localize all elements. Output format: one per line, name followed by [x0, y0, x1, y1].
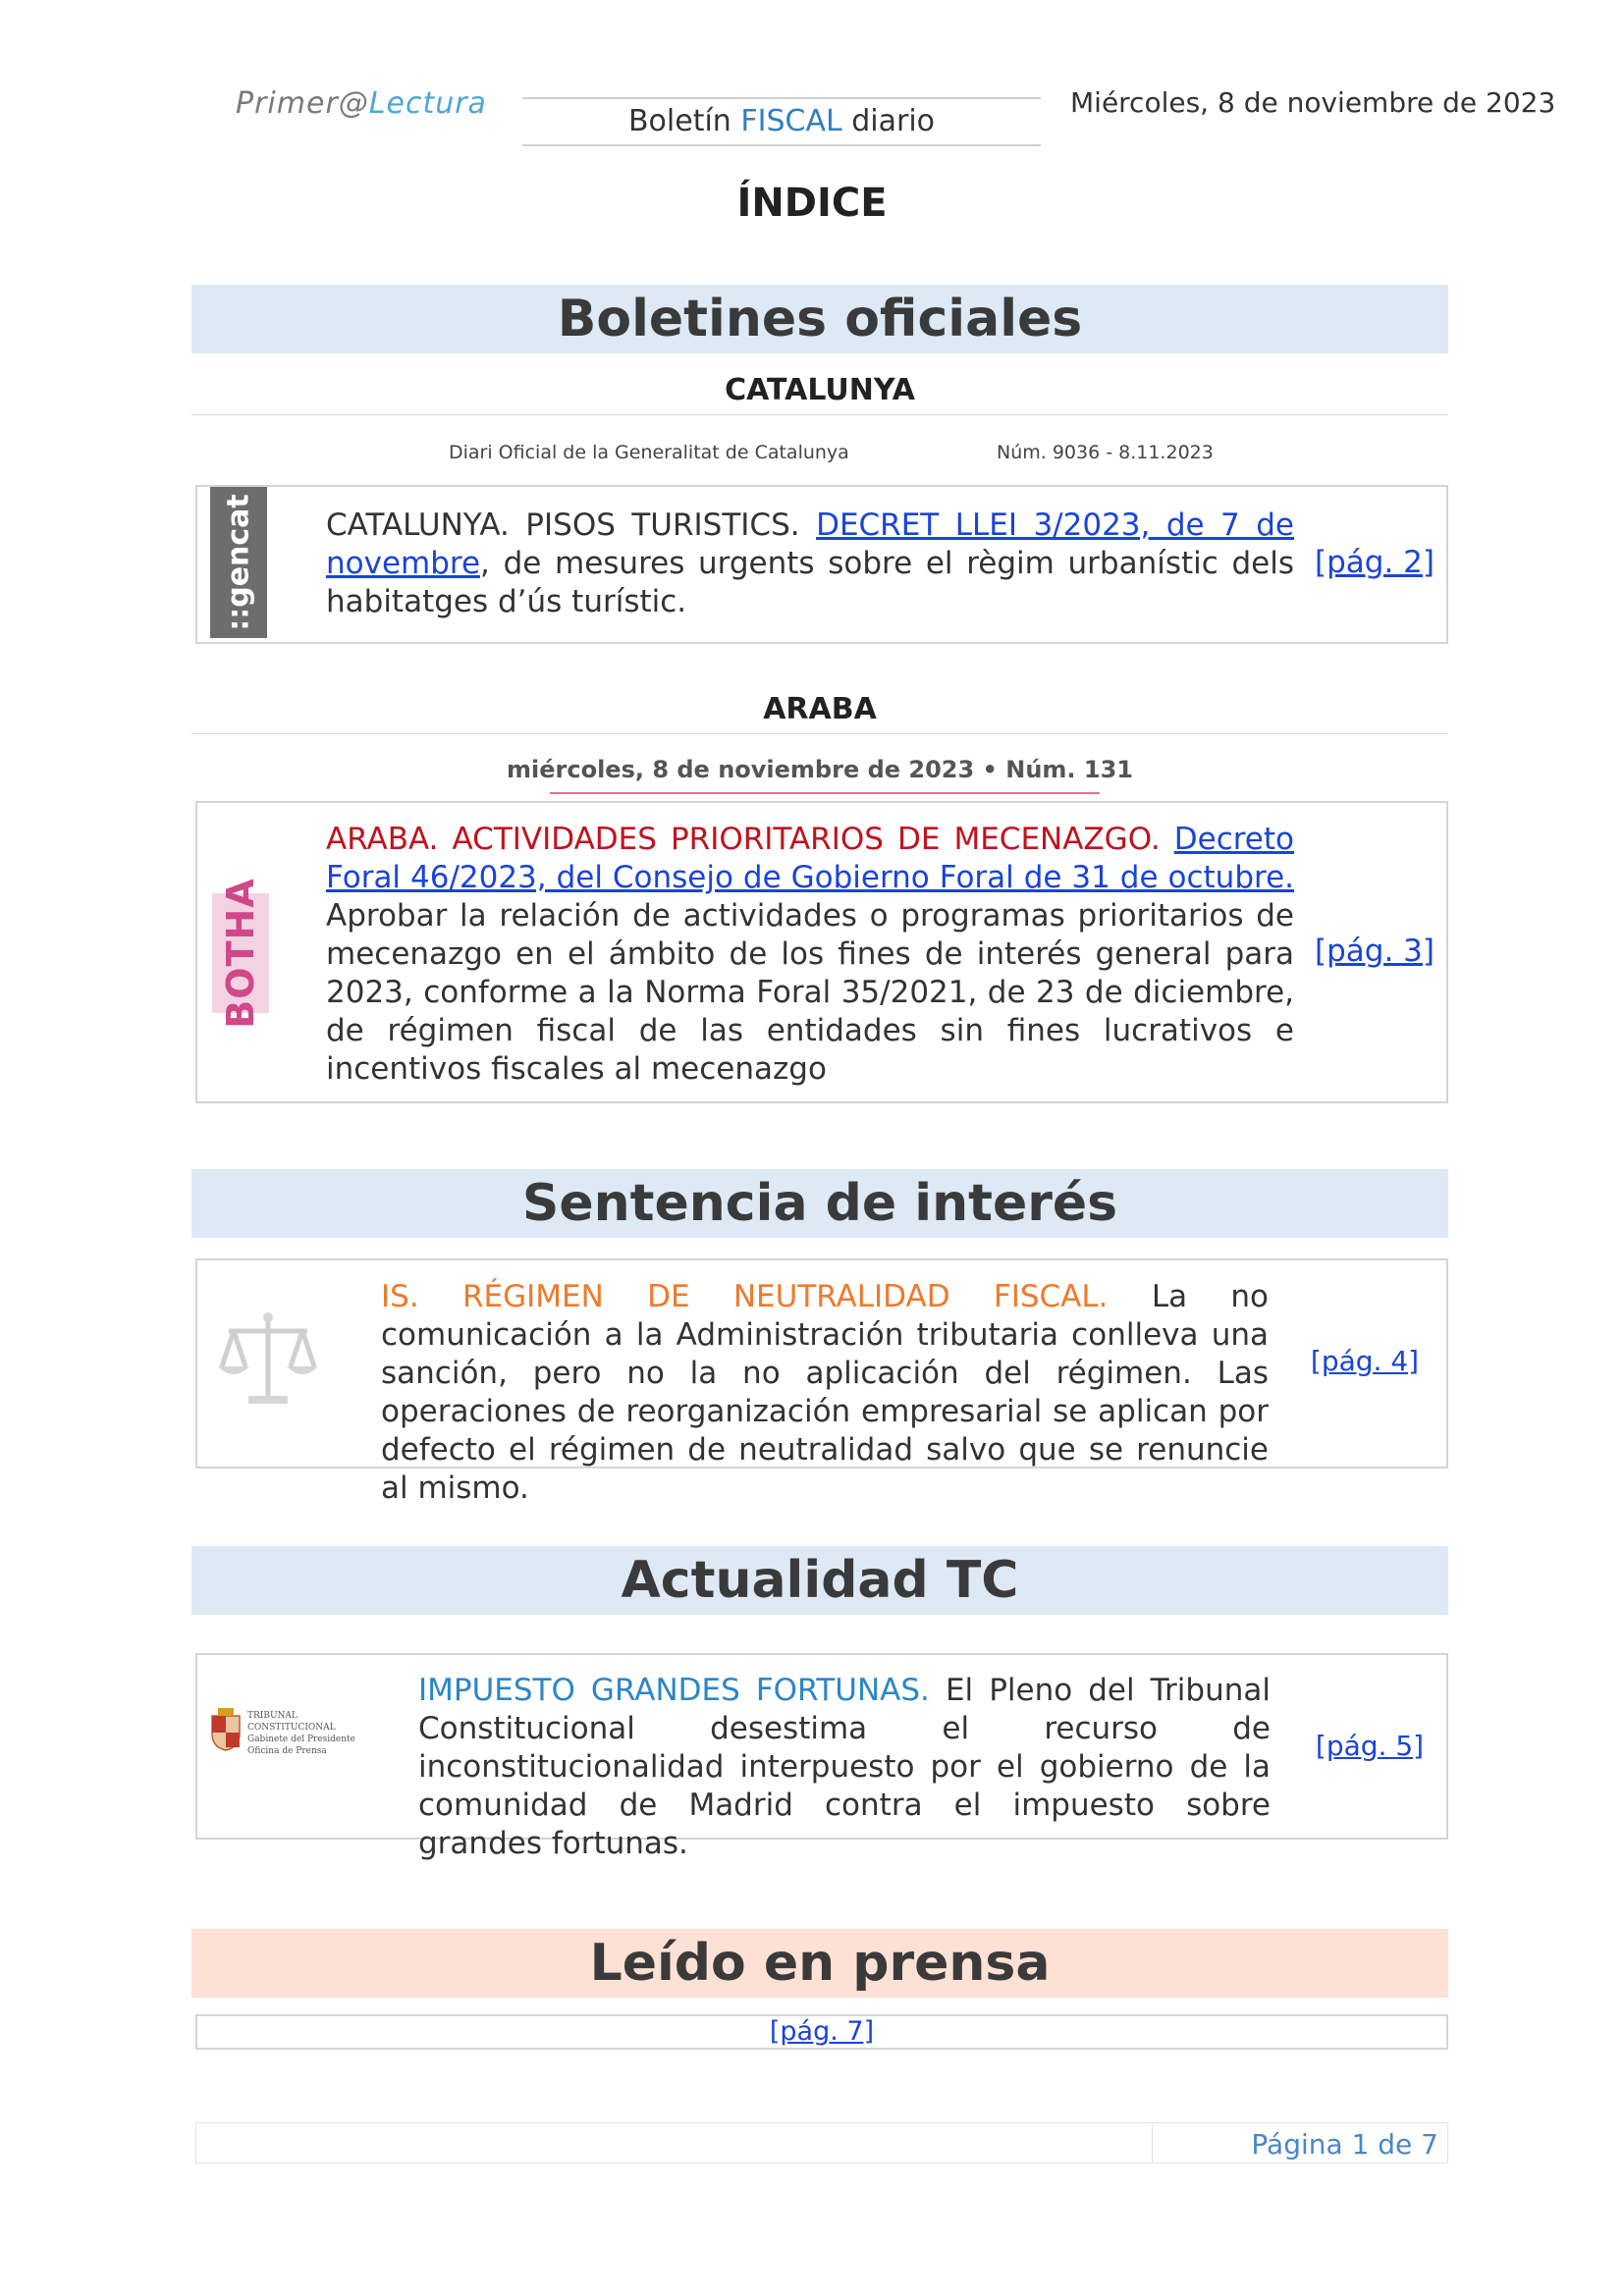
header-date: Miércoles, 8 de noviembre de 2023: [1070, 86, 1556, 119]
gencat-logo-icon: ::gencat: [210, 487, 267, 638]
entry-catalunya-text: CATALUNYA. PISOS TURISTICS. DECRET LLEI 3/2023, de 7 de novembre, de mesures urgents sobre el règim urbanístic dels habitatges d’ús turístic.: [326, 507, 1294, 619]
coat-of-arms-icon: [208, 1708, 244, 1751]
divider: [191, 733, 1448, 734]
region-araba: ARABA: [763, 692, 877, 726]
tribunal-constitucional-logo-icon: [208, 1706, 380, 1755]
tc-logo-text: TRIBUNAL CONSTITUCIONAL Gabinete del Presidente Oficina de Prensa: [247, 1711, 355, 1756]
entry-sentencia-text: IS. RÉGIMEN DE NEUTRALIDAD FISCAL. La no comunicación a la Administración tributaria conlleva una sanción, pero no la no aplicación del régimen. Las operaciones de reorganización empresarial se aplican por defecto el régimen de neutralidad salvo que se renuncie al mismo.: [381, 1279, 1270, 1506]
decreto-foral-link[interactable]: Decreto Foral 46/2023, del Consejo de Gobierno Foral de 31 de octubre.: [326, 822, 1294, 895]
masthead-name: Diari Oficial de la Generalitat de Catalunya: [449, 442, 849, 463]
botha-masthead: miércoles, 8 de noviembre de 2023 • Núm. 131: [507, 756, 1133, 783]
region-catalunya: CATALUNYA: [725, 373, 915, 407]
entry-tc-text: IMPUESTO GRANDES FORTUNAS. El Pleno del Tribunal Constitucional desestima el recurso de inconstitucionalidad interpuesto por el gobierno de la comunidad de Madrid contra el impuesto sobre grandes fortunas.: [418, 1673, 1271, 1861]
decret-llei-link[interactable]: DECRET LLEI 3/2023, de 7 de novembre: [326, 507, 1294, 581]
divider: [191, 414, 1448, 415]
page-link-7[interactable]: [pág. 7]: [769, 2016, 875, 2047]
section-leido-en-prensa: Leído en prensa: [191, 1929, 1448, 1998]
page-number: Página 1 de 7: [1251, 2128, 1438, 2161]
scales-of-justice-icon: [214, 1306, 322, 1414]
masthead-number: Núm. 9036 - 8.11.2023: [997, 442, 1214, 463]
section-sentencia-de-interes: Sentencia de interés: [191, 1169, 1448, 1238]
botha-logo-icon: BOTHA: [212, 893, 269, 1013]
footer-separator: [1152, 2122, 1153, 2163]
entry-araba-text: ARABA. ACTIVIDADES PRIORITARIOS DE MECENAZGO. Decreto Foral 46/2023, del Consejo de Gobierno Foral de 31 de octubre. Aprobar la relación de actividades o programas prioritarios de mecenazgo en el ámbito de los fines de interés general para 2023, conforme a la Norma Foral 35/2021, de 23 de diciembre, de régimen fiscal de las entidades sin fines lucrativos e incentivos fiscales al mecenazgo: [326, 822, 1294, 1087]
masthead-underline: [550, 792, 1100, 794]
page-link-5[interactable]: [pág. 5]: [1315, 1730, 1425, 1762]
page-link-3[interactable]: [pág. 3]: [1315, 934, 1435, 969]
page-link-2[interactable]: [pág. 2]: [1315, 545, 1435, 580]
index-title: ÍNDICE: [736, 181, 888, 226]
bulletin-title: Boletín FISCAL diario: [627, 104, 936, 138]
section-actualidad-tc: Actualidad TC: [191, 1546, 1448, 1615]
brand-logo: Primer@Lectura: [236, 86, 487, 121]
page-link-4[interactable]: [pág. 4]: [1310, 1345, 1420, 1377]
section-boletines-oficiales: Boletines oficiales: [191, 285, 1448, 353]
